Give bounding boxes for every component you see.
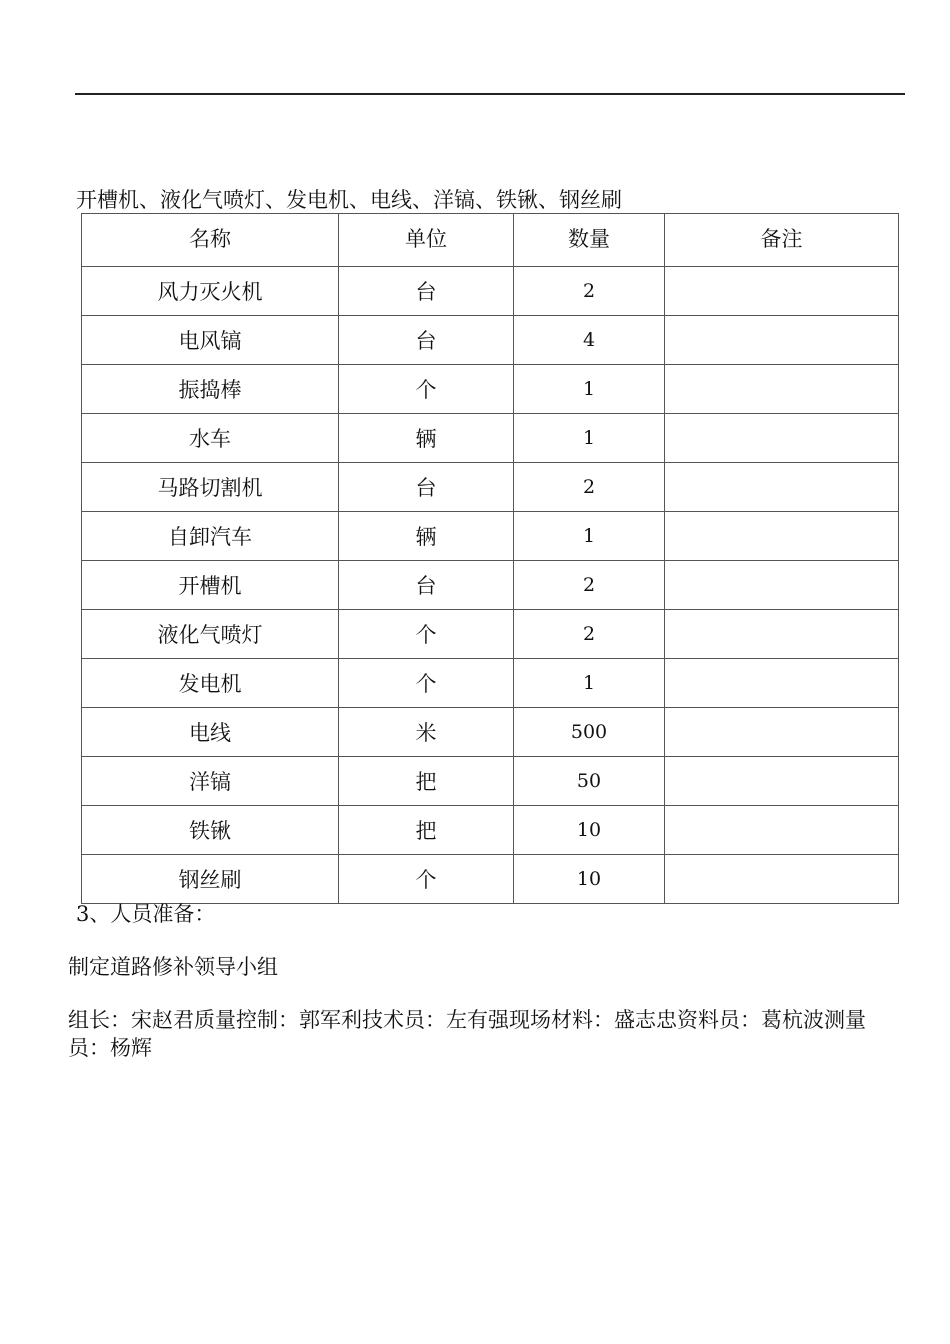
cell-remarks [665, 610, 899, 659]
table-row [82, 659, 899, 708]
cell-unit: 把 [339, 757, 514, 806]
header-rule [75, 93, 905, 95]
cell-name: 开槽机 [82, 561, 339, 610]
cell-quantity: 2 [514, 463, 665, 512]
cell-name: 液化气喷灯 [82, 610, 339, 659]
cell-quantity: 2 [514, 561, 665, 610]
cell-name: 风力灭火机 [82, 267, 339, 316]
header-unit: 单位 [339, 214, 514, 267]
cell-quantity: 10 [514, 855, 665, 904]
cell-name: 振捣棒 [82, 365, 339, 414]
cell-quantity: 2 [514, 267, 665, 316]
cell-quantity: 1 [514, 365, 665, 414]
cell-unit: 台 [339, 316, 514, 365]
cell-unit: 米 [339, 708, 514, 757]
cell-quantity: 4 [514, 316, 665, 365]
equipment-table [81, 213, 899, 904]
table-row [82, 414, 899, 463]
group-title: 制定道路修补领导小组 [68, 955, 278, 979]
cell-remarks [665, 855, 899, 904]
header-name: 名称 [82, 214, 339, 267]
cell-remarks [665, 708, 899, 757]
cell-remarks [665, 267, 899, 316]
cell-remarks [665, 757, 899, 806]
header-remarks: 备注 [665, 214, 899, 267]
cell-remarks [665, 365, 899, 414]
table-row [82, 316, 899, 365]
table-row [82, 267, 899, 316]
header-quantity: 数量 [514, 214, 665, 267]
cell-name: 自卸汽车 [82, 512, 339, 561]
cell-name: 发电机 [82, 659, 339, 708]
cell-remarks [665, 561, 899, 610]
section-heading: 3、人员准备： [76, 902, 216, 926]
cell-unit: 辆 [339, 512, 514, 561]
cell-unit: 个 [339, 659, 514, 708]
cell-remarks [665, 512, 899, 561]
table-row [82, 806, 899, 855]
table-row [82, 365, 899, 414]
table-row [82, 610, 899, 659]
cell-unit: 个 [339, 365, 514, 414]
cell-name: 铁锹 [82, 806, 339, 855]
cell-remarks [665, 316, 899, 365]
table-row [82, 463, 899, 512]
cell-quantity: 10 [514, 806, 665, 855]
cell-name: 水车 [82, 414, 339, 463]
cell-name: 马路切割机 [82, 463, 339, 512]
cell-quantity: 50 [514, 757, 665, 806]
cell-unit: 个 [339, 855, 514, 904]
cell-quantity: 2 [514, 610, 665, 659]
table-header-row [82, 214, 899, 267]
cell-quantity: 1 [514, 659, 665, 708]
cell-unit: 台 [339, 267, 514, 316]
cell-name: 洋镐 [82, 757, 339, 806]
cell-remarks [665, 806, 899, 855]
equipment-list-line: 开槽机、液化气喷灯、发电机、电线、洋镐、铁锹、钢丝刷 [76, 188, 622, 212]
cell-name: 电风镐 [82, 316, 339, 365]
table-row [82, 757, 899, 806]
table-row [82, 512, 899, 561]
cell-unit: 把 [339, 806, 514, 855]
cell-unit: 台 [339, 561, 514, 610]
cell-name: 钢丝刷 [82, 855, 339, 904]
cell-quantity: 500 [514, 708, 665, 757]
table-row [82, 708, 899, 757]
cell-unit: 辆 [339, 414, 514, 463]
table-body [82, 267, 899, 904]
table-row [82, 561, 899, 610]
cell-remarks [665, 414, 899, 463]
cell-quantity: 1 [514, 512, 665, 561]
cell-unit: 台 [339, 463, 514, 512]
cell-remarks [665, 659, 899, 708]
cell-name: 电线 [82, 708, 339, 757]
group-members: 组长：宋赵君质量控制：郭军利技术员：左有强现场材料：盛志忠资料员：葛杭波测量员：杨辉 [68, 1008, 866, 1060]
cell-quantity: 1 [514, 414, 665, 463]
cell-unit: 个 [339, 610, 514, 659]
table-row [82, 855, 899, 904]
cell-remarks [665, 463, 899, 512]
